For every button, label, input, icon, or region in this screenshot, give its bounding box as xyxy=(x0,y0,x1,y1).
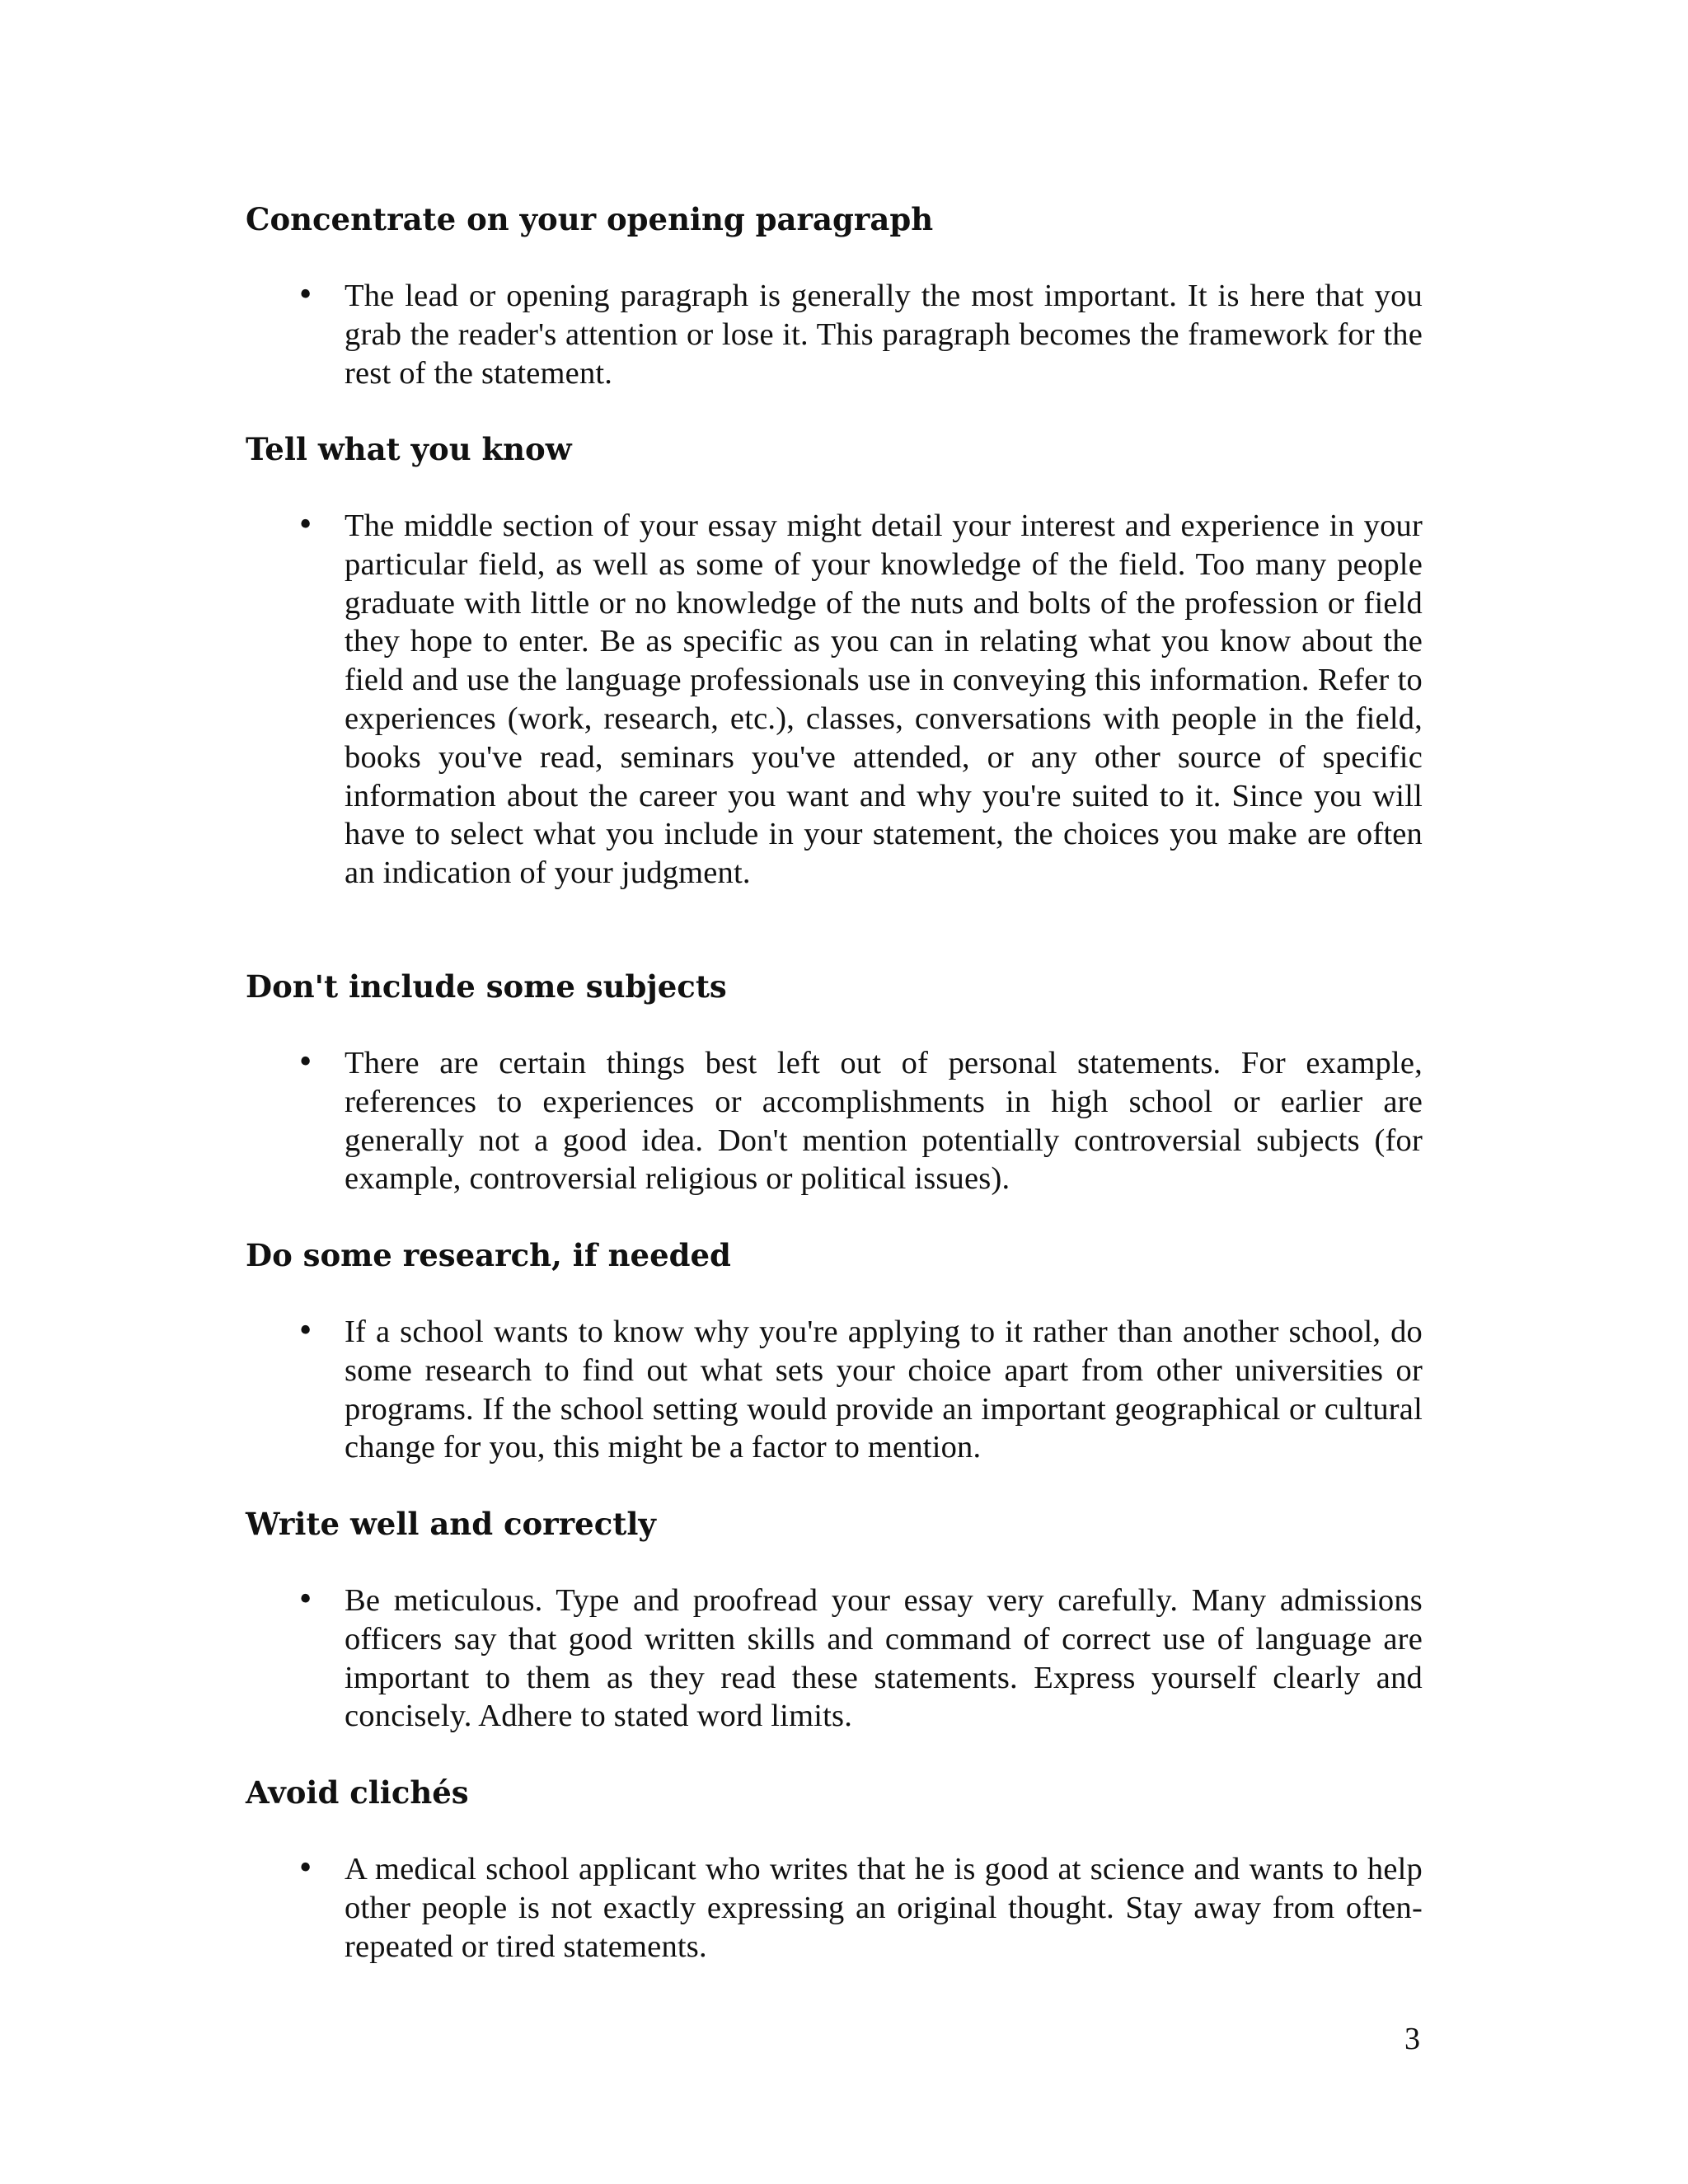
bullet-item xyxy=(246,1850,1423,1966)
bullet-item xyxy=(246,1582,1423,1736)
bullet-item xyxy=(246,277,1423,392)
bullet-icon: • xyxy=(297,509,315,542)
section-heading: Tell what you know xyxy=(246,431,572,467)
section-opening-paragraph xyxy=(246,200,1423,392)
bullet-item xyxy=(246,1313,1423,1467)
section-tell-what-you-know xyxy=(246,430,1423,893)
bullet-icon: • xyxy=(297,1046,315,1080)
bullet-text: The middle section of your essay might detail your interest and experience in your particular field, as well as some of your knowledge of the field. Too many people graduate with little or no knowledge of the nuts and bolts of the profession or field they hope to enter. Be as specific as you can in relating what you know about the field and use the language professionals use in conveying this information. Refer to experiences (work, research, etc.), classes, conversations with people in the field, books you've read, seminars you've attended, or any other source of specific information about the career you want and why you're suited to it. Since you will have to select what you include in your statement, the choices you make are often an indication of your judgment. xyxy=(345,509,1423,891)
bullet-icon: • xyxy=(297,1583,315,1617)
page-number: 3 xyxy=(1404,2022,1420,2056)
bullet-text: If a school wants to know why you're applying to it rather than another school, do some research to find out what sets your choice apart from other universities or programs. If the school setting would provide an important geographical or cultural change for you, this might be a factor to mention. xyxy=(345,1315,1423,1465)
section-heading: Don't include some subjects xyxy=(246,968,727,1005)
section-heading: Do some research, if needed xyxy=(246,1237,731,1273)
bullet-icon: • xyxy=(297,279,315,312)
bullet-icon: • xyxy=(297,1852,315,1886)
section-heading: Avoid clichés xyxy=(246,1774,469,1811)
section-do-research xyxy=(246,1236,1423,1467)
section-dont-include xyxy=(246,968,1423,1198)
section-write-well xyxy=(246,1505,1423,1736)
bullet-text: A medical school applicant who writes that he is good at science and wants to help other people is not exactly expressing an original thought. Stay away from often-repeated or tired statements. xyxy=(345,1852,1423,1964)
bullet-text: Be meticulous. Type and proofread your essay very carefully. Many admissions officers say that good written skills and command of correct use of language are important to them as they read these statements. Express yourself clearly and concisely. Adhere to stated word limits. xyxy=(345,1583,1423,1734)
section-heading: Write well and correctly xyxy=(246,1506,656,1542)
bullet-icon: • xyxy=(297,1315,315,1348)
bullet-text: The lead or opening paragraph is generally the most important. It is here that you grab the reader's attention or lose it. This paragraph becomes the framework for the rest of the statement. xyxy=(345,279,1423,391)
section-heading: Concentrate on your opening paragraph xyxy=(246,201,934,237)
bullet-item xyxy=(246,507,1423,893)
bullet-item xyxy=(246,1044,1423,1198)
bullet-text: There are certain things best left out of personal statements. For example, references to experiences or accomplishments in high school or earlier are generally not a good idea. Don't mention potentially controversial subjects (for example, controversial religious or political issues). xyxy=(345,1046,1423,1197)
section-avoid-cliches xyxy=(246,1774,1423,1966)
